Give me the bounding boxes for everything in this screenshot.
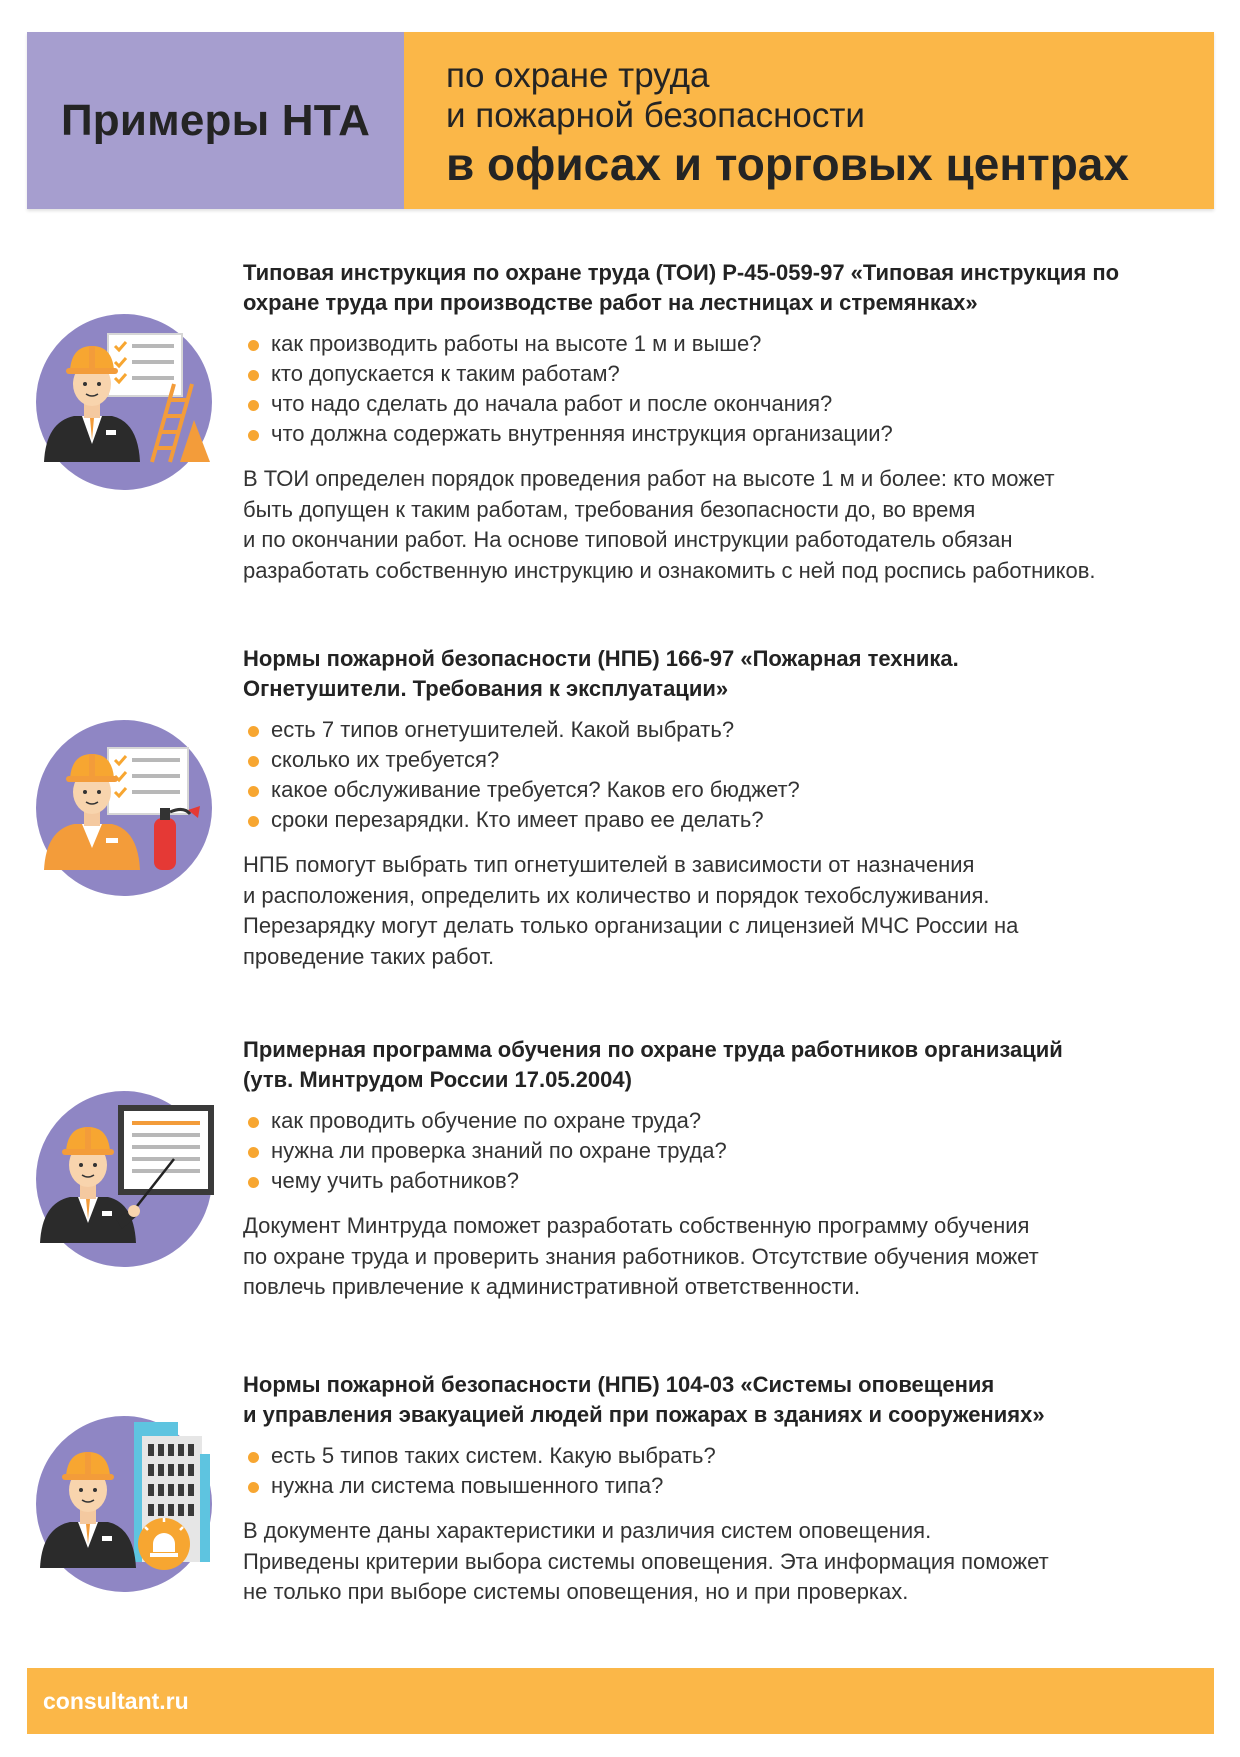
section-title: [243, 1370, 1203, 1430]
question-list: [243, 715, 1203, 835]
worker-checklist-ladder-icon: [34, 312, 214, 492]
header-banner: [27, 32, 1214, 209]
description-line: Документ Минтруда поможет разработать собственную программу обучения: [243, 1213, 1030, 1238]
section-description: [243, 850, 1203, 972]
question-list: [243, 1106, 1203, 1196]
description-line: разработать собственную инструкцию и ознакомить с ней под роспись работников.: [243, 557, 1096, 583]
worker-building-alarm-icon: [34, 1414, 214, 1594]
description-line: В ТОИ определен порядок проведения работ на высоте 1 м и более: кто может: [243, 466, 1055, 491]
section-content: [243, 258, 1203, 586]
section-title-line: Огнетушители. Требования к эксплуатации»: [243, 676, 729, 701]
description-line: Перезарядку могут делать только организации с лицензией МЧС России на: [243, 913, 1019, 938]
list-item: как производить работы на высоте 1 м и выше?: [243, 329, 1203, 359]
header-subtitle-line1: по охране труда: [446, 56, 710, 95]
section-title: [243, 1035, 1203, 1095]
list-item: как проводить обучение по охране труда?: [243, 1106, 1203, 1136]
section-title-line: Нормы пожарной безопасности (НПБ) 104-03 «Системы оповещения: [243, 1372, 995, 1397]
list-item: что должна содержать внутренняя инструкция организации?: [243, 419, 1203, 449]
list-item: кто допускается к таким работам?: [243, 359, 1203, 389]
question-list: [243, 1441, 1203, 1501]
description-line: и расположения, определить их количество и порядок техобслуживания.: [243, 882, 990, 908]
section-description: [243, 1516, 1203, 1608]
worker-presentation-board-icon: [34, 1089, 214, 1269]
header-subtitle-line3: в офисах и торговых центрах: [446, 138, 1129, 190]
section-title: [243, 644, 1203, 704]
section-content: [243, 1035, 1203, 1303]
description-line: повлечь привлечение к административной ответственности.: [243, 1274, 861, 1299]
description-line: быть допущен к таким работам, требования безопасности до, во время: [243, 496, 976, 522]
section-title-line: охране труда при производстве работ на лестницах и стремянках»: [243, 290, 978, 315]
list-item: есть 7 типов огнетушителей. Какой выбрать?: [243, 715, 1203, 745]
list-item: нужна ли система повышенного типа?: [243, 1471, 1203, 1501]
section-title-line: (утв. Минтрудом России 17.05.2004): [243, 1067, 632, 1092]
list-item: нужна ли проверка знаний по охране труда?: [243, 1136, 1203, 1166]
list-item: сроки перезарядки. Кто имеет право ее делать?: [243, 805, 1203, 835]
worker-checklist-extinguisher-icon: [34, 718, 214, 898]
section-title-line: и управления эвакуацией людей при пожарах в зданиях и сооружениях»: [243, 1402, 1045, 1427]
header-title-panel: [27, 32, 404, 209]
section-title-line: Примерная программа обучения по охране труда работников организаций: [243, 1037, 1063, 1062]
description-line: и по окончании работ. На основе типовой инструкции работодатель обязан: [243, 527, 1013, 552]
header-subtitle-panel: [404, 32, 1214, 209]
footer-banner: [27, 1668, 1214, 1734]
list-item: сколько их требуется?: [243, 745, 1203, 775]
page-title: Примеры НТА: [60, 95, 371, 145]
question-list: [243, 329, 1203, 449]
list-item: какое обслуживание требуется? Каков его бюджет?: [243, 775, 1203, 805]
section-description: [243, 464, 1203, 586]
footer-site-link[interactable]: consultant.ru: [43, 1687, 189, 1714]
list-item: есть 5 типов таких систем. Какую выбрать?: [243, 1441, 1203, 1471]
section-content: [243, 644, 1203, 972]
description-line: проведение таких работ.: [243, 943, 495, 969]
section-content: [243, 1370, 1203, 1608]
description-line: НПБ помогут выбрать тип огнетушителей в зависимости от назначения: [243, 852, 975, 877]
list-item: чему учить работников?: [243, 1166, 1203, 1196]
header-subtitle-line2: и пожарной безопасности: [446, 96, 865, 135]
section-title-line: Типовая инструкция по охране труда (ТОИ) Р-45-059-97 «Типовая инструкция по: [243, 260, 1120, 285]
section-title-line: Нормы пожарной безопасности (НПБ) 166-97 «Пожарная техника.: [243, 646, 959, 671]
section-title: [243, 258, 1203, 318]
section-description: [243, 1211, 1203, 1303]
description-line: Приведены критерии выбора системы оповещения. Эта информация поможет: [243, 1548, 1049, 1574]
description-line: по охране труда и проверить знания работников. Отсутствие обучения может: [243, 1243, 1039, 1269]
list-item: что надо сделать до начала работ и после окончания?: [243, 389, 1203, 419]
description-line: не только при выборе системы оповещения, но и при проверках.: [243, 1579, 909, 1604]
description-line: В документе даны характеристики и различия систем оповещения.: [243, 1518, 932, 1543]
